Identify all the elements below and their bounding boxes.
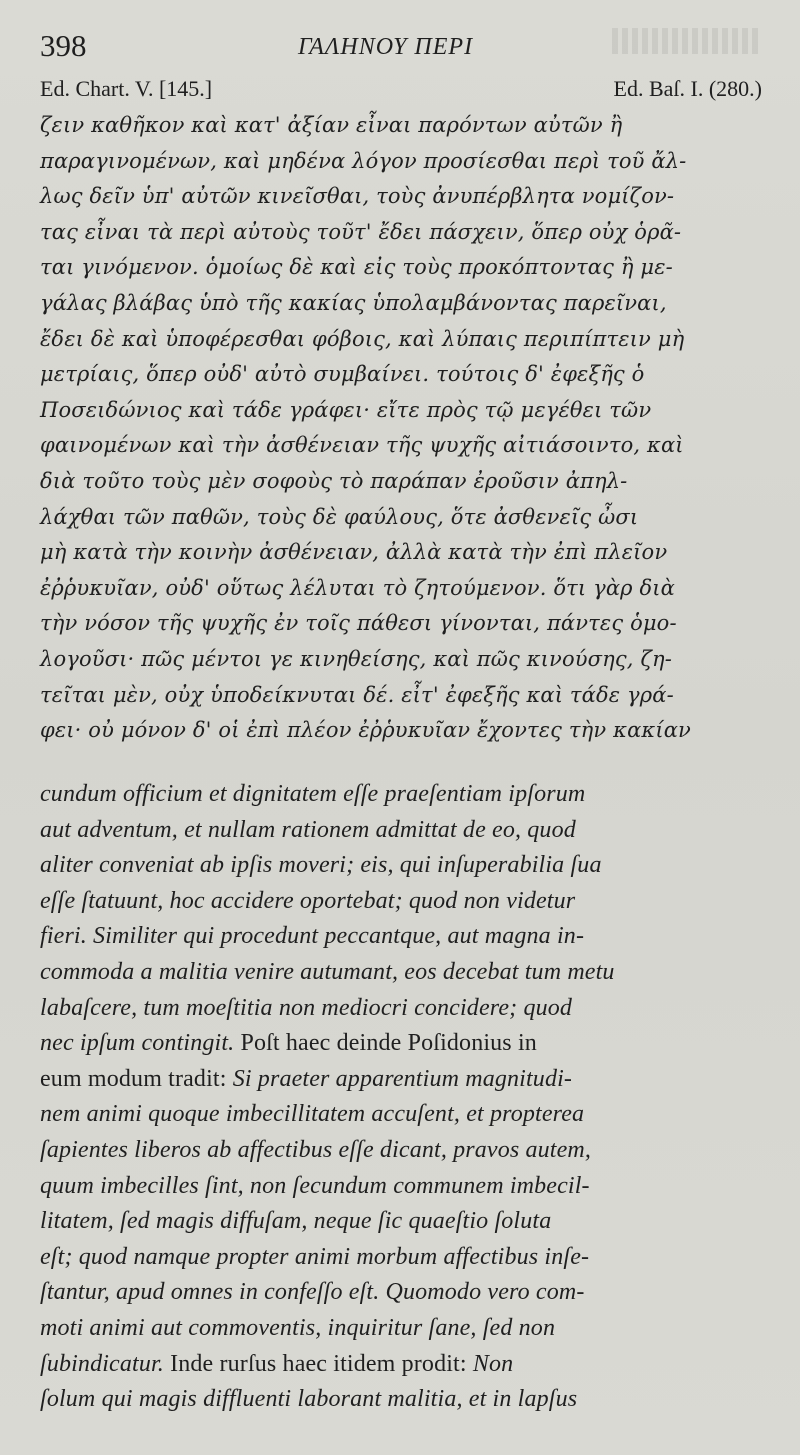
latin-text-line <box>40 1169 765 1205</box>
latin-text-line <box>40 1311 765 1347</box>
latin-text-line <box>40 1275 765 1311</box>
latin-text-line <box>40 1062 765 1098</box>
latin-italic-run: labaſcere, tum moeſtitia non mediocri concidere; quod <box>40 994 573 1021</box>
latin-italic-run: litatem, ſed magis diffuſam, neque ſic quaeſtio ſoluta <box>40 1208 552 1235</box>
latin-text-line <box>40 1097 765 1133</box>
greek-text-line: ται γινόμενον. ὁμοίως δὲ καὶ εἰς τοὺς προκόπτοντας ἢ με- <box>40 255 673 280</box>
latin-italic-run: nem animi quoque imbecillitatem accuſent, et propterea <box>40 1101 585 1128</box>
latin-text-line <box>40 1133 765 1169</box>
latin-upright-run: eum modum tradit: <box>40 1065 233 1092</box>
latin-text-line <box>40 919 765 955</box>
latin-text-line <box>40 1347 765 1383</box>
greek-text-line: τας εἶναι τὰ περὶ αὐτοὺς τοῦτ' ἔδει πάσχειν, ὅπερ οὐχ ὁρᾶ- <box>40 219 682 244</box>
greek-text-line: ζειν καθῆκον καὶ κατ' ἀξίαν εἶναι παρόντων αὐτῶν ἢ <box>40 113 623 137</box>
latin-italic-run: fieri. Similiter qui procedunt peccantque, aut magna in- <box>40 923 585 950</box>
latin-italic-run: nec ipſum contingit. <box>40 1030 235 1057</box>
greek-text-line: ἔδει δὲ καὶ ὑποφέρεσθαι φόβοις, καὶ λύπαις περιπίπτειν μὴ <box>40 326 685 351</box>
running-title: ΓΑΛΗΝΟΥ ΠΕΡΙ <box>298 34 474 60</box>
latin-italic-run: aut adventum, et nullam rationem admittat de eo, quod <box>40 816 576 843</box>
latin-text-line <box>40 1240 765 1276</box>
latin-italic-run: ſtantur, apud omnes in confeſſo eſt. Quomodo vero com- <box>40 1279 585 1306</box>
greek-text-line: μετρίαις, ὅπερ οὐδ' αὐτὸ συμβαίνει. τούτοις δ' ἐφεξῆς ὁ <box>40 362 645 387</box>
latin-italic-run-trailing: Non <box>472 1350 514 1377</box>
greek-text-line: διὰ τοῦτο τοὺς μὲν σοφοὺς τὸ παράπαν ἐροῦσιν ἀπηλ- <box>40 468 628 493</box>
latin-text-line <box>40 813 765 849</box>
latin-text-line <box>40 955 765 991</box>
latin-text-line <box>40 1026 765 1062</box>
latin-text-line <box>40 777 765 813</box>
latin-translation-block <box>40 777 765 1418</box>
latin-text-line <box>40 1204 765 1240</box>
greek-text-line: παραγινομένων, καὶ μηδένα λόγον προσίεσθαι περὶ τοῦ ἄλ- <box>40 148 687 173</box>
latin-text-line <box>40 991 765 1027</box>
latin-upright-run: Poſt haec deinde Poſidonius in <box>234 1030 537 1057</box>
greek-text-line: φαινομένων καὶ τὴν ἀσθένειαν τῆς ψυχῆς αἰτιάσοιντο, καὶ <box>40 433 684 458</box>
greek-text-line: τεῖται μὲν, οὐχ ὑποδείκνυται δέ. εἶτ' ἐφεξῆς καὶ τάδε γρά- <box>40 682 674 707</box>
latin-italic-run: aliter conveniat ab ipſis moveri; eis, qui inſuperabilia ſua <box>40 852 602 879</box>
latin-italic-run: eſſe ſtatuunt, hoc accidere oportebat; quod non videtur <box>40 887 576 914</box>
latin-italic-run: quum imbecilles ſint, non ſecundum communem imbecil- <box>40 1172 590 1199</box>
edition-references <box>40 76 762 106</box>
edition-left-reference: Ed. Chart. V. [145.] <box>40 76 213 101</box>
greek-text-line: λογοῦσι· πῶς μέντοι γε κινηθείσης, καὶ πῶς κινούσης, ζη- <box>40 646 672 671</box>
page-number: 398 <box>40 28 87 63</box>
greek-text-line: Ποσειδώνιος καὶ τάδε γράφει· εἴτε πρὸς τῷ μεγέθει τῶν <box>40 397 652 422</box>
greek-text-line: ἐῤῥυκυῖαν, οὐδ' οὕτως λέλυται τὸ ζητούμενον. ὅτι γὰρ διὰ <box>40 575 675 600</box>
edition-right-reference: Ed. Baſ. I. (280.) <box>613 76 762 101</box>
latin-italic-run-trailing: Si praeter apparentium magnitudi- <box>232 1065 573 1092</box>
greek-text-line: τὴν νόσον τῆς ψυχῆς ἐν τοῖς πάθεσι γίνονται, πάντες ὁμο- <box>40 611 677 636</box>
latin-italic-run: ſapientes liberos ab affectibus eſſe dicant, pravos autem, <box>40 1136 592 1163</box>
latin-italic-run: ſolum qui magis diffluenti laborant malitia, et in lapſus <box>40 1386 578 1413</box>
greek-text-line: λάχθαι τῶν παθῶν, τοὺς δὲ φαύλους, ὅτε ἀσθενεῖς ὦσι <box>40 504 639 529</box>
page-header <box>40 28 760 68</box>
latin-italic-run: commoda a malitia venire autumant, eos decebat tum metu <box>40 958 615 985</box>
latin-upright-run: Inde rurſus haec itidem prodit: <box>163 1350 473 1377</box>
latin-text-line <box>40 848 765 884</box>
latin-italic-run: eſt; quod namque propter animi morbum affectibus inſe- <box>40 1243 590 1270</box>
latin-text-line <box>40 1382 765 1418</box>
latin-italic-run: moti animi aut commoventis, inquiritur ſane, ſed non <box>40 1314 556 1341</box>
greek-text-line: μὴ κατὰ τὴν κοινὴν ἀσθένειαν, ἀλλὰ κατὰ τὴν ἐπὶ πλεῖον <box>40 540 668 565</box>
greek-text-line: φει· οὐ μόνον δ' οἱ ἐπὶ πλέον ἐῤῥυκυῖαν ἔχοντες τὴν κακίαν <box>40 718 691 743</box>
greek-text-line: γάλας βλάβας ὑπὸ τῆς κακίας ὑπολαμβάνοντας παρεῖναι, <box>40 290 667 315</box>
greek-text-block <box>40 108 765 749</box>
greek-text-line: λως δεῖν ὑπ' αὐτῶν κινεῖσθαι, τοὺς ἀνυπέρβλητα νομίζον- <box>40 184 675 209</box>
latin-italic-run: cundum officium et dignitatem eſſe praeſentiam ipſorum <box>40 781 586 807</box>
latin-text-line <box>40 884 765 920</box>
latin-italic-run: ſubindicatur. <box>40 1350 164 1377</box>
